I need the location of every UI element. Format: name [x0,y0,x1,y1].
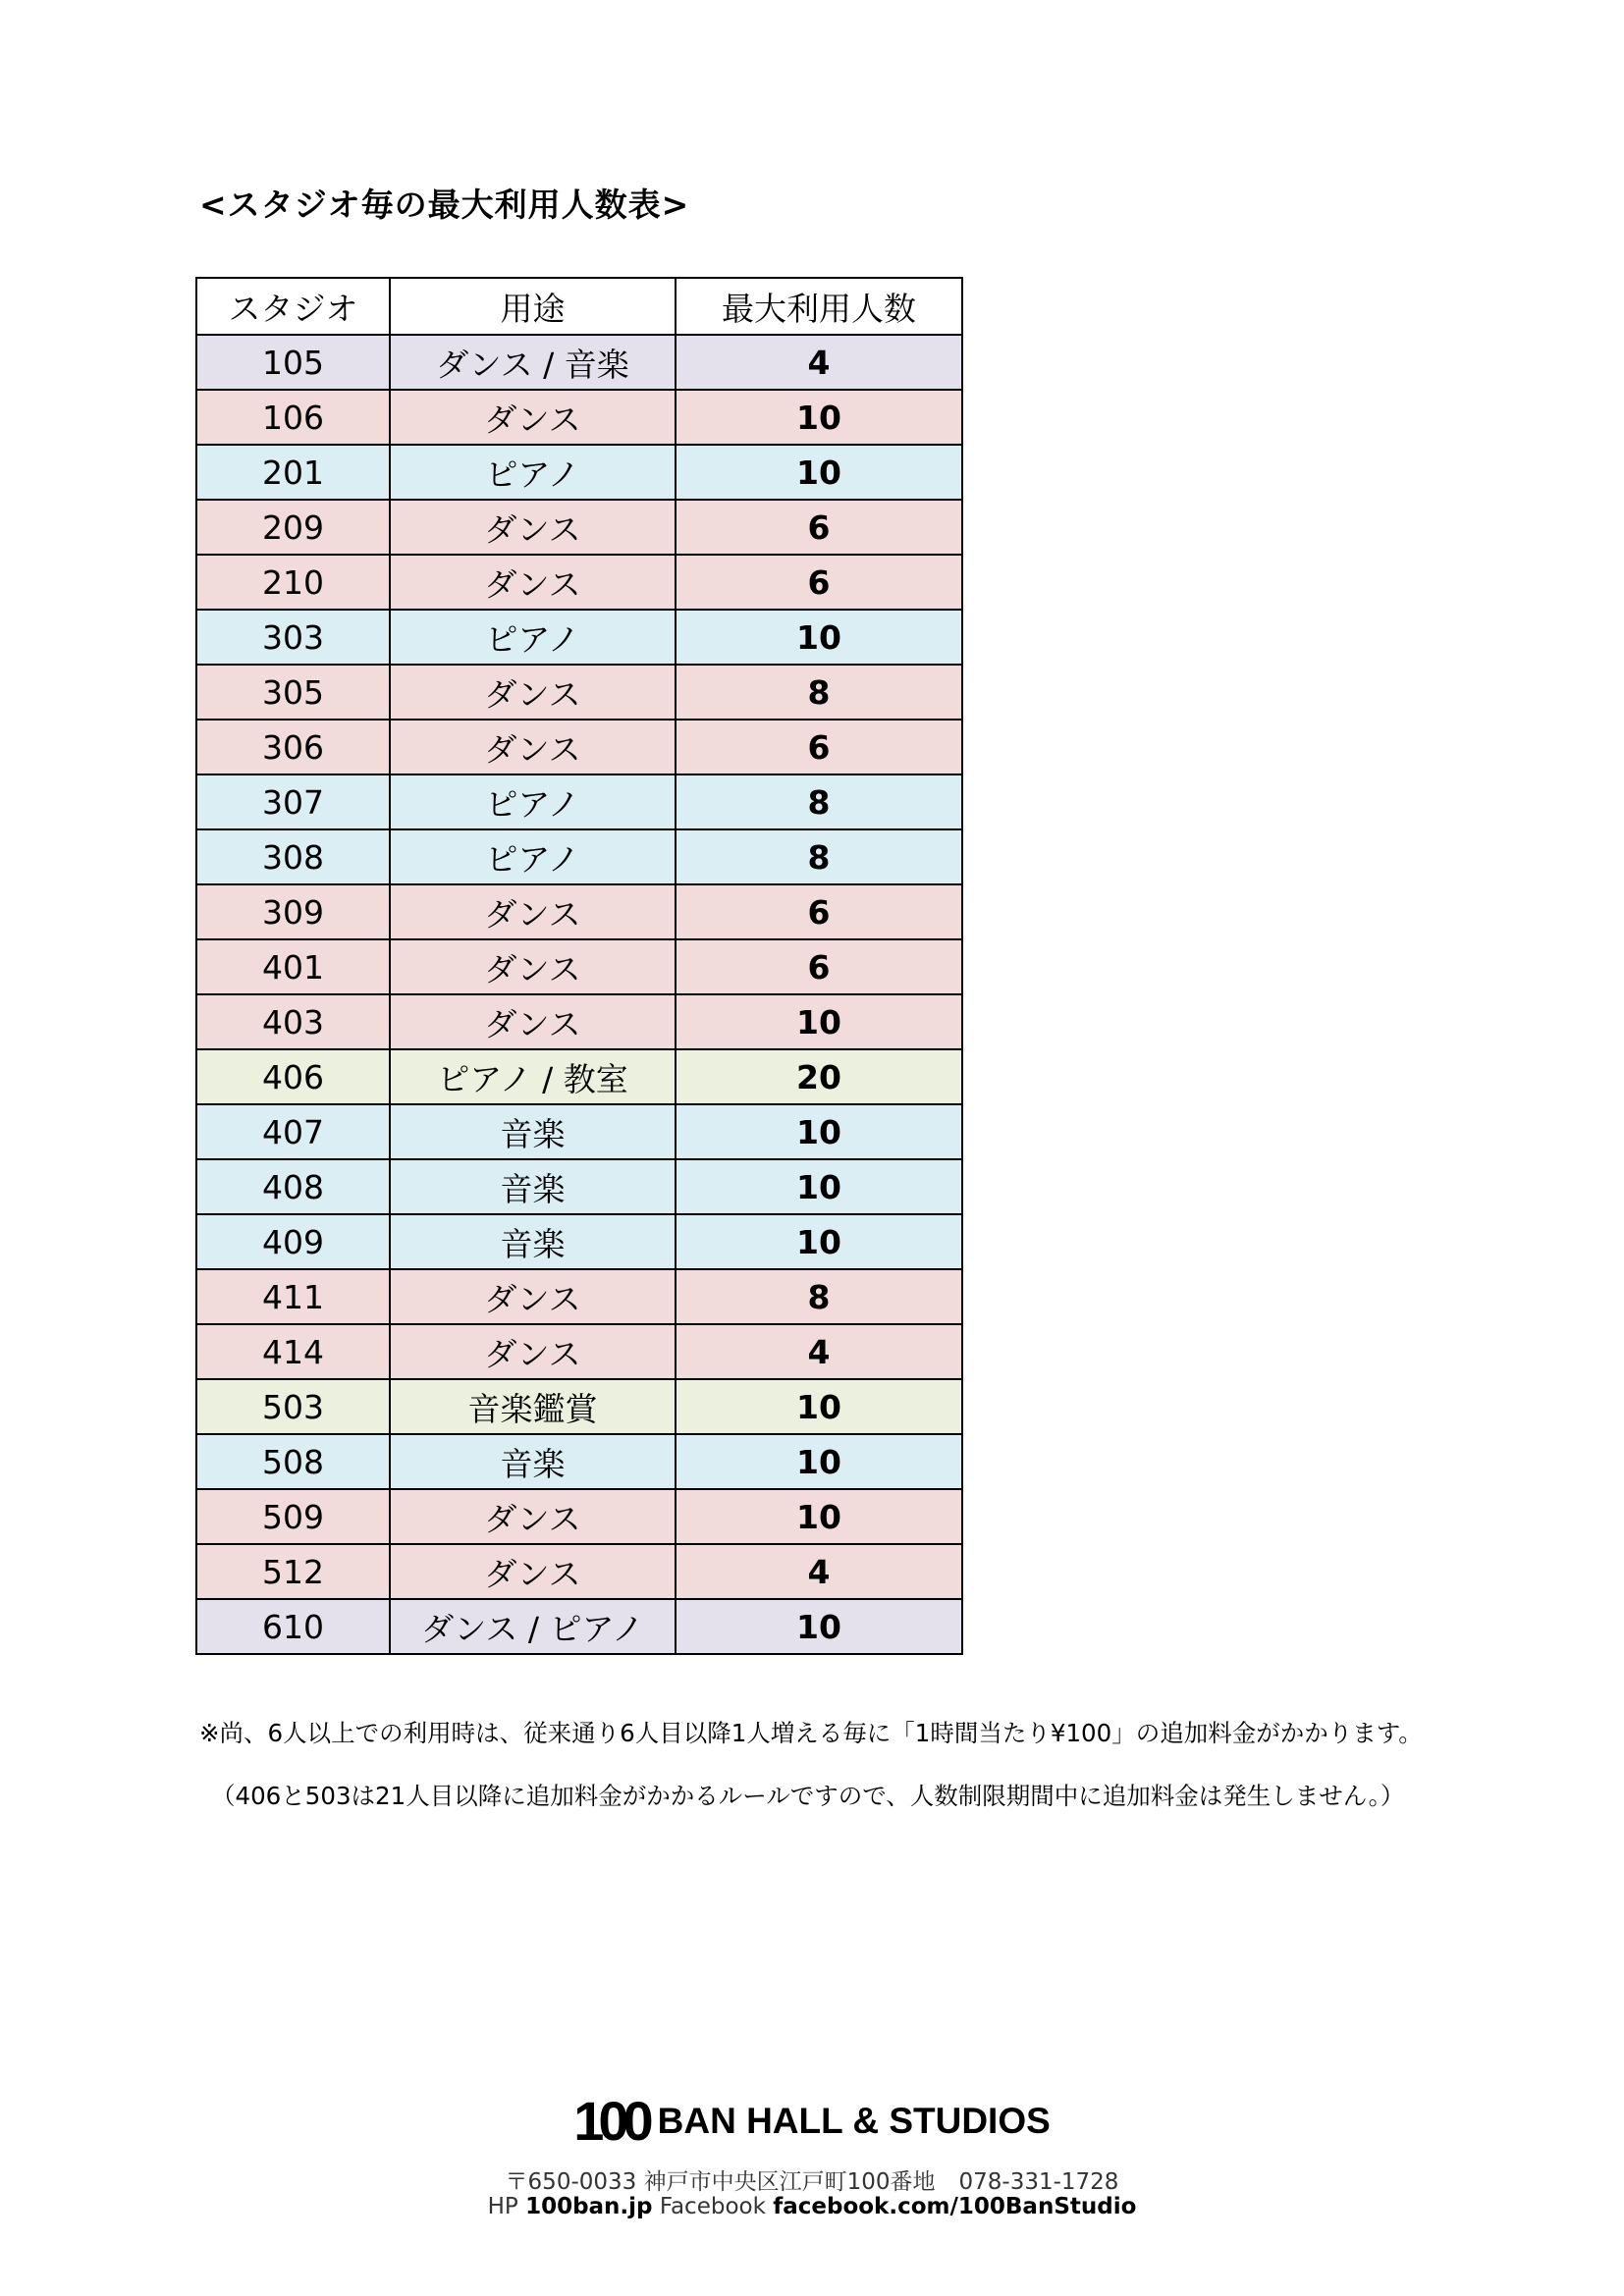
max-capacity-cell: 10 [676,1104,962,1159]
page-title: <スタジオ毎の最大利用人数表> [199,186,690,224]
max-capacity-cell: 8 [676,665,962,720]
table-row [196,1544,962,1599]
header-use: 用途 [390,278,676,335]
studio-cell: 508 [196,1434,390,1489]
studio-cell: 403 [196,994,390,1049]
note-exception: （406と503は21人目以降に追加料金がかかるルールですので、人数制限期間中に追加料金は発生しません。） [211,1782,1405,1810]
use-cell: ダンス [390,500,676,555]
brand-logo [0,2089,1624,2153]
max-capacity-cell: 20 [676,1049,962,1104]
footer-facebook-link[interactable]: facebook.com/100BanStudio [773,2194,1137,2219]
max-capacity-cell: 8 [676,829,962,884]
table-row [196,774,962,829]
max-capacity-cell: 6 [676,939,962,994]
footer-address: 〒650-0033 神戸市中央区江戸町100番地 [505,2169,936,2195]
table-row [196,555,962,610]
table-row [196,884,962,939]
max-capacity-cell: 6 [676,500,962,555]
use-cell: ダンス / ピアノ [390,1599,676,1654]
footer-hp-label: HP [487,2194,518,2219]
table-body [196,335,962,1654]
max-capacity-cell: 10 [676,1379,962,1434]
footer-facebook-label: Facebook [659,2194,766,2219]
studio-cell: 309 [196,884,390,939]
logo-text: BAN HALL & STUDIOS [657,2100,1051,2141]
use-cell: ダンス [390,939,676,994]
table-row [196,665,962,720]
studio-cell: 408 [196,1159,390,1214]
studio-cell: 308 [196,829,390,884]
studio-capacity-table [195,277,963,1655]
studio-cell: 407 [196,1104,390,1159]
table-row [196,1214,962,1269]
studio-cell: 306 [196,720,390,774]
studio-cell: 303 [196,610,390,665]
footer-hp-link[interactable]: 100ban.jp [525,2194,653,2219]
table-row [196,1104,962,1159]
table-row [196,720,962,774]
table-row [196,1159,962,1214]
use-cell: ダンス [390,665,676,720]
max-capacity-cell: 10 [676,445,962,500]
use-cell: ダンス [390,555,676,610]
studio-cell: 201 [196,445,390,500]
table-row [196,335,962,390]
use-cell: ピアノ / 教室 [390,1049,676,1104]
use-cell: ダンス / 音楽 [390,335,676,390]
table-row [196,1379,962,1434]
table-row [196,445,962,500]
max-capacity-cell: 4 [676,1324,962,1379]
max-capacity-cell: 8 [676,1269,962,1324]
use-cell: ピアノ [390,829,676,884]
max-capacity-cell: 10 [676,994,962,1049]
table-row [196,610,962,665]
use-cell: ダンス [390,1489,676,1544]
header-max-capacity: 最大利用人数 [676,278,962,335]
max-capacity-cell: 6 [676,720,962,774]
footer-links [0,2194,1624,2219]
max-capacity-cell: 10 [676,1599,962,1654]
max-capacity-cell: 10 [676,1434,962,1489]
table-row [196,939,962,994]
use-cell: 音楽 [390,1104,676,1159]
use-cell: ダンス [390,1269,676,1324]
use-cell: ダンス [390,884,676,939]
table-row [196,1434,962,1489]
studio-cell: 105 [196,335,390,390]
studio-cell: 411 [196,1269,390,1324]
use-cell: 音楽 [390,1214,676,1269]
max-capacity-cell: 10 [676,610,962,665]
table-row [196,1049,962,1104]
max-capacity-cell: 10 [676,390,962,445]
max-capacity-cell: 10 [676,1214,962,1269]
use-cell: ダンス [390,390,676,445]
studio-cell: 509 [196,1489,390,1544]
studio-cell: 305 [196,665,390,720]
table-row [196,390,962,445]
max-capacity-cell: 4 [676,1544,962,1599]
table-row [196,994,962,1049]
use-cell: 音楽鑑賞 [390,1379,676,1434]
use-cell: ダンス [390,720,676,774]
studio-cell: 307 [196,774,390,829]
max-capacity-cell: 10 [676,1159,962,1214]
footer-phone: 078-331-1728 [958,2169,1119,2195]
use-cell: 音楽 [390,1434,676,1489]
use-cell: ピアノ [390,774,676,829]
studio-cell: 414 [196,1324,390,1379]
table-row [196,1489,962,1544]
use-cell: ピアノ [390,445,676,500]
use-cell: ピアノ [390,610,676,665]
studio-cell: 503 [196,1379,390,1434]
max-capacity-cell: 6 [676,884,962,939]
table-row [196,829,962,884]
header-studio: スタジオ [196,278,390,335]
max-capacity-cell: 6 [676,555,962,610]
studio-cell: 210 [196,555,390,610]
max-capacity-cell: 8 [676,774,962,829]
table-row [196,1324,962,1379]
table-row [196,500,962,555]
studio-cell: 106 [196,390,390,445]
studio-cell: 409 [196,1214,390,1269]
studio-cell: 512 [196,1544,390,1599]
footer-contact [0,2163,1624,2196]
studio-cell: 209 [196,500,390,555]
table-header-row [196,278,962,335]
use-cell: ダンス [390,1324,676,1379]
studio-cell: 406 [196,1049,390,1104]
studio-cell: 610 [196,1599,390,1654]
use-cell: ダンス [390,994,676,1049]
use-cell: 音楽 [390,1159,676,1214]
max-capacity-cell: 10 [676,1489,962,1544]
max-capacity-cell: 4 [676,335,962,390]
note-additional-fee: ※尚、6人以上での利用時は、従来通り6人目以降1人増える毎に「1時間当たり¥100」の追加料金がかかります。 [199,1719,1423,1747]
logo-number: 100 [573,2090,648,2152]
studio-cell: 401 [196,939,390,994]
table-row [196,1599,962,1654]
table-row [196,1269,962,1324]
use-cell: ダンス [390,1544,676,1599]
